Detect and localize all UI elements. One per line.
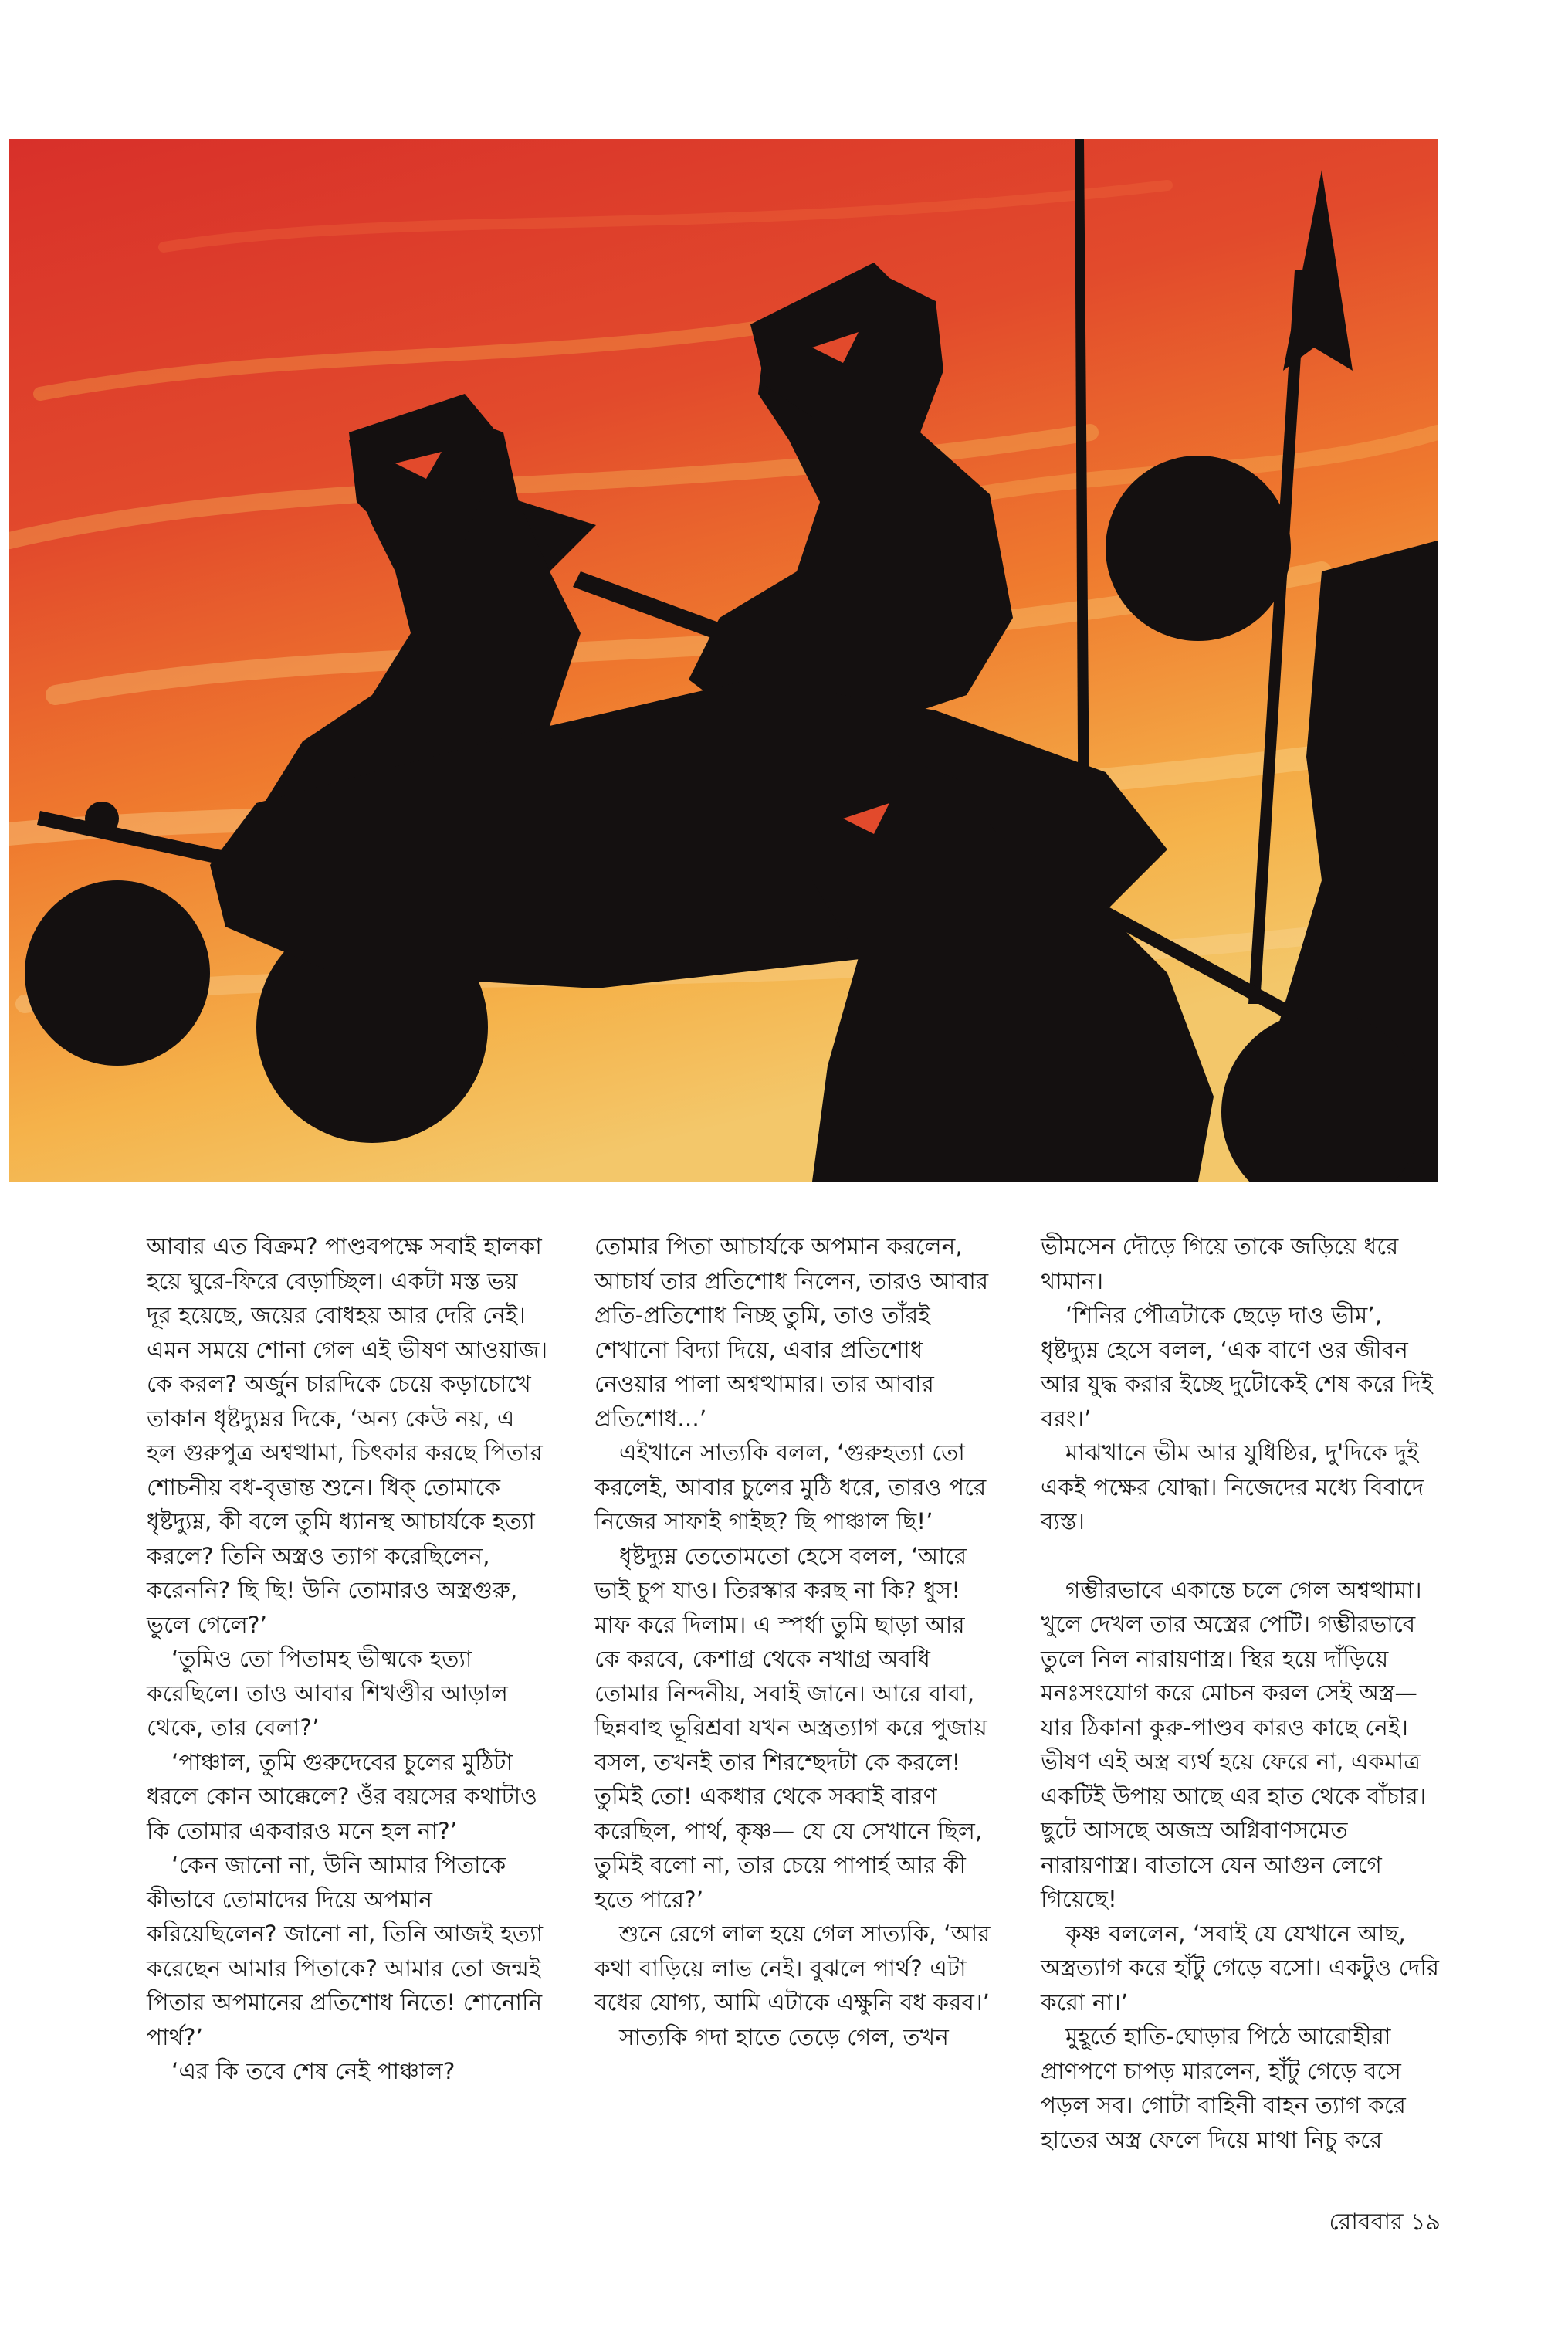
paragraph: গম্ভীরভাবে একান্তে চলে গেল অশ্বত্থামা। খুলে দেখল তার অস্ত্রের পেটি। গম্ভীরভাবে তুলে নিল নারায়ণাস্ত্র। স্থির হয়ে দাঁড়িয়ে মনঃসংযোগ করে মোচন করল সেই অস্ত্র— যার ঠিকানা কুরু-পাণ্ডব কারও কাছে নেই। ভীষণ এই অস্ত্র ব্যর্থ হয়ে ফেরে না, একমাত্র একটিই উপায় আছে এর হাত থেকে বাঁচার। ছুটে আসছে অজস্র অগ্নিবাণসমেত নারায়ণাস্ত্র। বাতাসে যেন আগুন লেগে গিয়েছে! bbox=[1041, 1576, 1427, 1912]
paragraph: সাত্যকি গদা হাতে তেড়ে গেল, তখন bbox=[619, 2023, 949, 2050]
paragraph: আবার এত বিক্রম? পাণ্ডবপক্ষে সবাই হালকা হয়ে ঘুরে-ফিরে বেড়াচ্ছিল। একটা মস্ত ভয় দূর হয়েছে, জয়ের বোধহয় আর দেরি নেই। এমন সময়ে শোনা গেল এই ভীষণ আওয়াজ। কে করল? অর্জুন চারদিকে চেয়ে কড়াচোখে তাকান ধৃষ্টদ্যুম্নর দিকে, ‘অন্য কেউ নয়, এ হল গুরুপুত্র অশ্বত্থামা, চিৎকার করছে পিতার শোচনীয় বধ-বৃত্তান্ত শুনে। ধিক্ তোমাকে ধৃষ্টদ্যুম্ন, কী বলে তুমি ধ্যানস্থ আচার্যকে হত্যা করলে? তিনি অস্ত্রও ত্যাগ করেছিলেন, করেননি? ছি ছি! উনি তোমারও অস্ত্রগুরু, ভুলে গেলে?’ bbox=[147, 1233, 548, 1638]
paragraph: ভীমসেন দৌড়ে গিয়ে তাকে জড়িয়ে ধরে থামান। bbox=[1041, 1233, 1399, 1294]
spear-knob-lower-left bbox=[85, 802, 119, 836]
paragraph: তোমার পিতা আচার্যকে অপমান করলেন, আচার্য তার প্রতিশোধ নিলেন, তারও আবার প্রতি-প্রতিশোধ নিচ্ছ তুমি, তাও তাঁরই শেখানো বিদ্যা দিয়ে, এবার প্রতিশোধ নেওয়ার পালা অশ্বত্থামার। তার আবার প্রতিশোধ...’ bbox=[594, 1233, 989, 1432]
battle-silhouette-illustration bbox=[9, 139, 1438, 1182]
text-column-3 bbox=[1041, 1229, 1442, 2157]
paragraph: এইখানে সাত্যকি বলল, ‘গুরুহত্যা তো করলেই, আবার চুলের মুঠি ধরে, তারও পরে নিজের সাফাই গাইছ? ছি পাঞ্চাল ছি!’ bbox=[594, 1439, 987, 1534]
paragraph: ‘এর কি তবে শেষ নেই পাঞ্চাল? bbox=[171, 2058, 455, 2084]
text-column-1 bbox=[147, 1229, 548, 2089]
paragraph: কৃষ্ণ বললেন, ‘সবাই যে যেখানে আছ, অস্ত্রত্যাগ করে হাঁটু গেড়ে বসো। একটুও দেরি করো না।’ bbox=[1041, 1920, 1440, 2016]
paragraph: ‘পাঞ্চাল, তুমি গুরুদেবের চুলের মুঠিটা ধরলে কোন আক্কেলে? ওঁর বয়সের কথাটাও কি তোমার একবারও মনে হল না?’ bbox=[147, 1748, 538, 1844]
paragraph: ‘তুমিও তো পিতামহ ভীষ্মকে হত্যা করেছিলে। তাও আবার শিখণ্ডীর আড়াল থেকে, তার বেলা?’ bbox=[147, 1646, 508, 1741]
battle-illustration bbox=[9, 139, 1438, 1182]
shield-right bbox=[1106, 456, 1291, 641]
paragraph: শুনে রেগে লাল হয়ে গেল সাত্যকি, ‘আর কথা বাড়িয়ে লাভ নেই। বুঝলে পার্থ? এটা বধের যোগ্য, আমি এটাকে এক্ষুনি বধ করব।’ bbox=[594, 1921, 991, 2016]
text-column-2 bbox=[594, 1229, 996, 2054]
paragraph: ‘কেন জানো না, উনি আমার পিতাকে কীভাবে তোমাদের দিয়ে অপমান করিয়েছিলেন? জানো না, তিনি আজই হত্যা করেছেন আমার পিতাকে? আমার তো জন্মই পিতার অপমানের প্রতিশোধ নিতে! শোনোনি পার্থ?’ bbox=[147, 1852, 544, 2050]
paragraph: মাঝখানে ভীম আর যুধিষ্ঠির, দু'দিকে দুই একই পক্ষের যোদ্ধা। নিজেদের মধ্যে বিবাদে ব্যস্ত। bbox=[1041, 1439, 1424, 1534]
paragraph: ‘শিনির পৌত্রটাকে ছেড়ে দাও ভীম’, ধৃষ্টদ্যুম্ন হেসে বলল, ‘এক বাণে ওর জীবন আর যুদ্ধ করার ইচ্ছে দুটোকেই শেষ করে দিই বরং।’ bbox=[1041, 1302, 1433, 1432]
page-folio: রোববার ১৯ bbox=[1329, 2209, 1441, 2236]
paragraph: ধৃষ্টদ্যুম্ন তেতোমতো হেসে বলল, ‘আরে ভাই চুপ যাও। তিরস্কার করছ না কি? ধুস! মাফ করে দিলাম। এ স্পর্ধা তুমি ছাড়া আর কে করবে, কেশাগ্র থেকে নখাগ্র অবধি তোমার নিন্দনীয়, সবাই জানে। আরে বাবা, ছিন্নবাহু ভূরিশ্রবা যখন অস্ত্রত্যাগ করে পুজায় বসল, তখনই তার শিরশ্ছেদটা কে করলে! তুমিই তো! একধার থেকে সব্বাই বারণ করেছিল, পার্থ, কৃষ্ণ— যে যে সেখানে ছিল, তুমিই বলো না, তার চেয়ে পাপার্হ আর কী হতে পারে?’ bbox=[594, 1542, 987, 1913]
paragraph: মুহূর্তে হাতি-ঘোড়ার পিঠে আরোহীরা প্রাণপণে চাপড় মারলেন, হাঁটু গেড়ে বসে পড়ল সব। গোটা বাহিনী বাহন ত্যাগ করে হাতের অস্ত্র ফেলে দিয়ে মাথা নিচু করে bbox=[1041, 2023, 1407, 2153]
wheel-left bbox=[25, 880, 210, 1066]
